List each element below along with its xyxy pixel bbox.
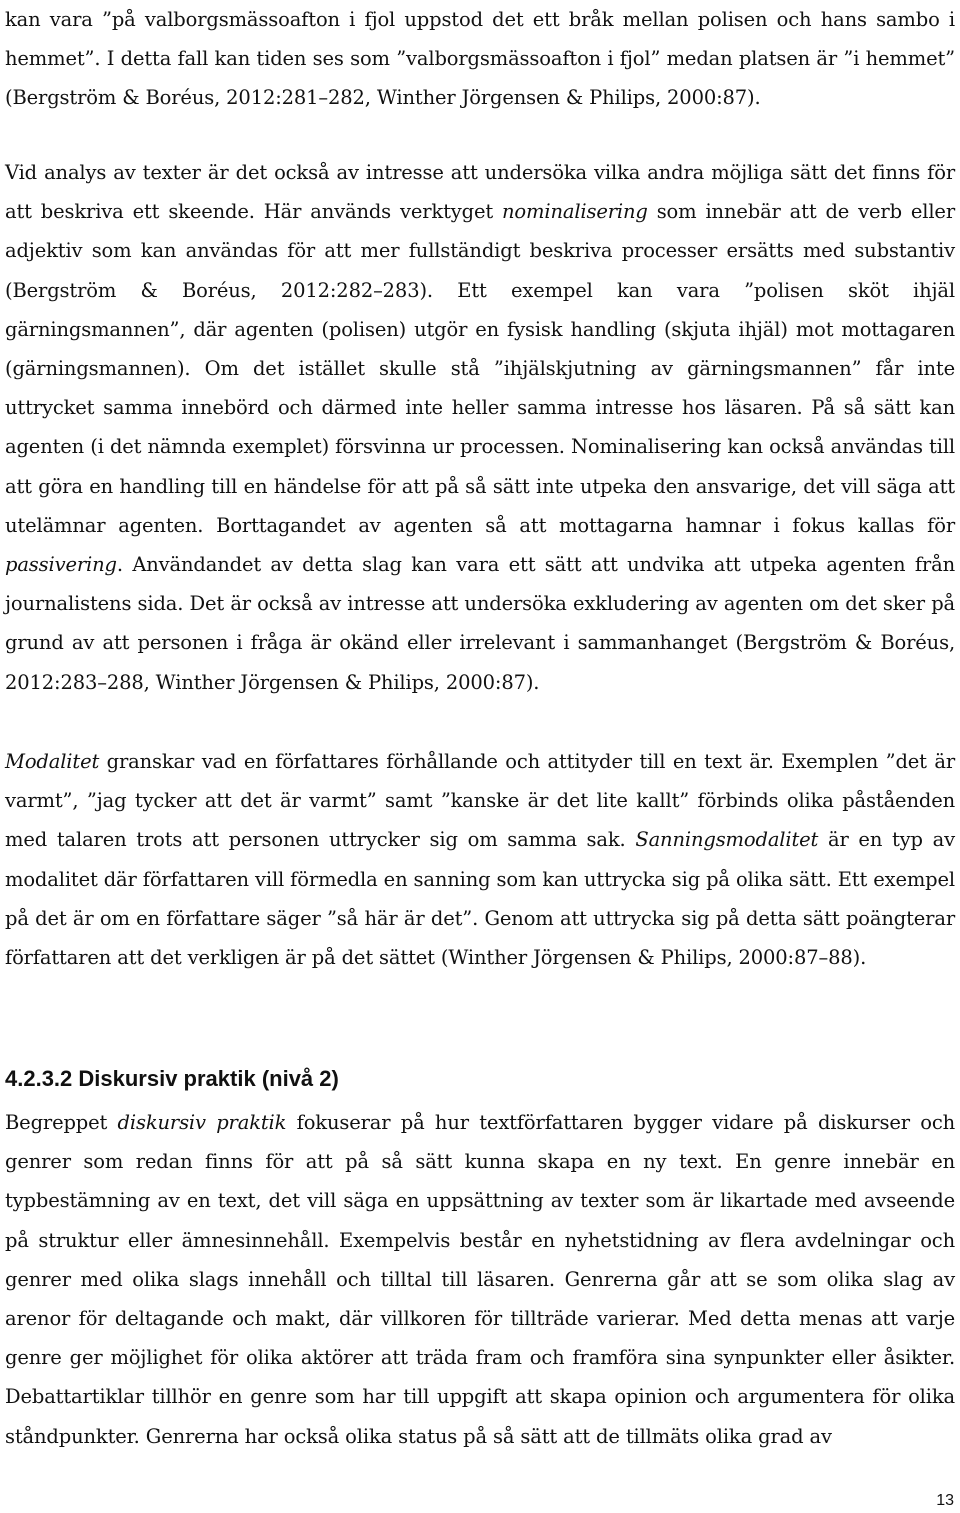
term-sanningsmodalitet: Sanningsmodalitet	[635, 828, 819, 852]
paragraph-text: Vid analys av texter är det också av intresse att undersöka vilka andra möjliga sätt det finns för att beskriva ett skeende. Här används verktyget	[5, 161, 955, 224]
paragraph-text: granskar vad en författares förhållande och attityder till en text är. Exemplen ”det är varmt”, ”jag tycker att det är varmt” samt ”kanske är det lite kallt” förbinds olika påståenden med talaren trots att personen uttrycker sig om samma sak.	[5, 750, 955, 852]
section-heading: 4.2.3.2 Diskursiv praktik (nivå 2)	[5, 1066, 339, 1091]
page-number: 13	[936, 1492, 954, 1509]
paragraph-text: . Användandet av detta slag kan vara ett sätt att undvika att utpeka agenten från journalistens sida. Det är också av intresse att undersöka exkludering av agenten om det sker på grund av att personen i fråga är okänd eller irrelevant i sammanhanget (Bergström & Boréus, 2012:283–288, Winther Jörgensen & Philips, 2000:87).	[5, 553, 955, 694]
paragraph-text: kan vara ”på valborgsmässoafton i fjol uppstod det ett bråk mellan polisen och hans sambo i hemmet”. I detta fall kan tiden ses som ”valborgsmässoafton i fjol” medan platsen är ”i hemmet” (Bergström & Boréus, 2012:281–282, Winther Jörgensen & Philips, 2000:87).	[5, 8, 955, 110]
term-diskursiv-praktik: diskursiv praktik	[117, 1111, 287, 1134]
paragraph-text: som innebär att de verb eller adjektiv som kan användas för att mer fullständigt beskriva processer ersätts med substantiv (Bergström & Boréus, 2012:282–283). Ett exempel kan vara ”polisen sköt ihjäl gärningsmannen”, där agenten (polisen) utgör en fysisk handling (skjuta ihjäl) mot mottagaren (gärningsmannen). Om det istället skulle stå ”ihjälskjutning av gärningsmannen” får inte uttrycket samma innebörd och därmed inte heller samma intresse hos läsaren. På så sätt kan agenten (i det nämnda exemplet) försvinna ur processen. Nominalisering kan också användas till att göra en handling till en händelse för att på så sätt inte utpeka den ansvarige, det vill säga att utelämnar agenten. Borttagandet av agenten så att mottagarna hamnar i fokus kallas för	[5, 200, 955, 537]
paragraph-text: är en typ av modalitet där författaren vill förmedla en sanning som kan uttrycka sig på olika sätt. Ett exempel på det är om en författare säger ”så här är det”. Genom att uttrycka sig på detta sätt poängterar författaren att det verkligen är på det sättet (Winther Jörgensen & Philips, 2000:87–88).	[5, 828, 955, 970]
term-nominalisering: nominalisering	[502, 200, 648, 224]
paragraph-modalitet	[5, 742, 955, 977]
paragraph-nominalisering	[5, 153, 955, 702]
paragraph-diskursiv-praktik	[5, 1103, 955, 1456]
term-passivering: passivering	[5, 553, 117, 577]
paragraph-text: fokuserar på hur textförfattaren bygger vidare på diskurser och genrer som redan finns för att på så sätt kunna skapa en ny text. En genre innebär en typbestämning av en text, det vill säga en uppsättning av texter som är likartade med avseende på struktur eller ämnesinnehåll. Exempelvis består en nyhetstidning av flera avdelningar och genrer med olika slags innehåll och tilltal till läsaren. Genrerna går att se som olika slag av arenor för deltagande och makt, där villkoren för tillträde varierar. Med detta menas att varje genre ger möjlighet för olika aktörer att träda fram och framföra sina synpunkter eller åsikter. Debattartiklar tillhör en genre som har till uppgift att skapa opinion och argumentera för olika ståndpunkter. Genrerna har också olika status på så sätt att de tillmäts olika grad av	[5, 1111, 955, 1448]
term-modalitet: Modalitet	[5, 750, 100, 773]
paragraph-continued	[5, 0, 955, 118]
paragraph-text: Begreppet	[5, 1111, 118, 1134]
